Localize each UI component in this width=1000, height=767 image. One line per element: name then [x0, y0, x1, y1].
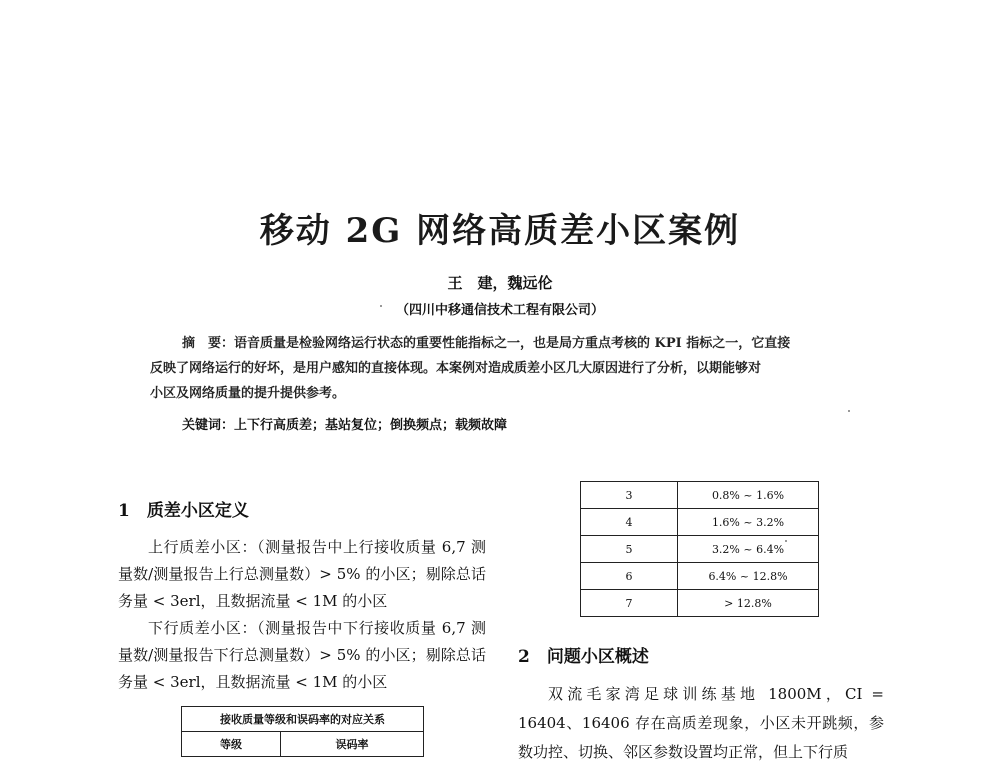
table-caption: 接收质量等级和误码率的对应关系 [182, 707, 424, 732]
table-header-level: 等级 [182, 732, 281, 757]
section-2-heading: 2 问题小区概述 [518, 647, 649, 667]
scan-speck [848, 410, 850, 412]
section-1-heading: 1 质差小区定义 [118, 501, 249, 521]
keywords [182, 414, 842, 433]
table-row [581, 536, 819, 563]
section-1-para-1: 上行质差小区：（测量报告中上行接收质量 6,7 测量数/测量报告上行总测量数）> 5% 的小区；剔除总话务量 < 3erl，且数据流量 < 1M 的小区 [118, 538, 486, 610]
table-cell-level: 7 [581, 590, 678, 617]
table-row [581, 563, 819, 590]
authors: 王 建，魏远伦 [447, 274, 553, 292]
paper-title: 移动 2G 网络高质差小区案例 [259, 211, 741, 251]
abstract-line-1: 语音质量是检验网络运行状态的重要性能指标之一，也是局方重点考核的 KPI 指标之一，它直接 [234, 336, 791, 351]
table-cell-level: 6 [581, 563, 678, 590]
table-row [581, 590, 819, 617]
affiliation: （四川中移通信技术工程有限公司） [395, 303, 604, 318]
scan-speck [785, 540, 787, 542]
keywords-label: 关键词： [182, 418, 235, 433]
table-cell-ber: > 12.8% [678, 590, 819, 617]
abstract-line-2: 反映了网络运行的好坏，是用户感知的直接体现。本案例对造成质差小区几大原因进行了分析，以期能够对 [150, 361, 762, 376]
section-2-body [518, 680, 884, 767]
quality-ber-table-left [181, 706, 424, 757]
section-2-para-1: 双流毛家湾足球训练基地 1800M，CI = 16404、16406 存在高质差现象，小区未开跳频，参数功控、切换、邻区参数设置均正常，但上下行质 [518, 685, 884, 761]
table-cell-level: 5 [581, 536, 678, 563]
abstract-line-3: 小区及网络质量的提升提供参考。 [150, 386, 346, 401]
table-cell-ber: 1.6% ~ 3.2% [678, 509, 819, 536]
section-1-body [118, 534, 486, 696]
keywords-text: 上下行高质差；基站复位；倒换频点；载频故障 [234, 418, 508, 433]
quality-ber-table-right [580, 481, 819, 617]
table-cell-ber: 3.2% ~ 6.4% [678, 536, 819, 563]
table-header-ber: 误码率 [281, 732, 424, 757]
scan-speck [380, 305, 382, 307]
section-1-para-2: 下行质差小区：（测量报告中下行接收质量 6,7 测量数/测量报告下行总测量数）> 5% 的小区；剔除总话务量 < 3erl，且数据流量 < 1M 的小区 [118, 619, 486, 691]
table-cell-ber: 0.8% ~ 1.6% [678, 482, 819, 509]
table-row [581, 509, 819, 536]
table-cell-level: 3 [581, 482, 678, 509]
abstract [150, 331, 850, 406]
table-cell-ber: 6.4% ~ 12.8% [678, 563, 819, 590]
abstract-label: 摘 要： [182, 336, 235, 351]
table-cell-level: 4 [581, 509, 678, 536]
table-row [581, 482, 819, 509]
